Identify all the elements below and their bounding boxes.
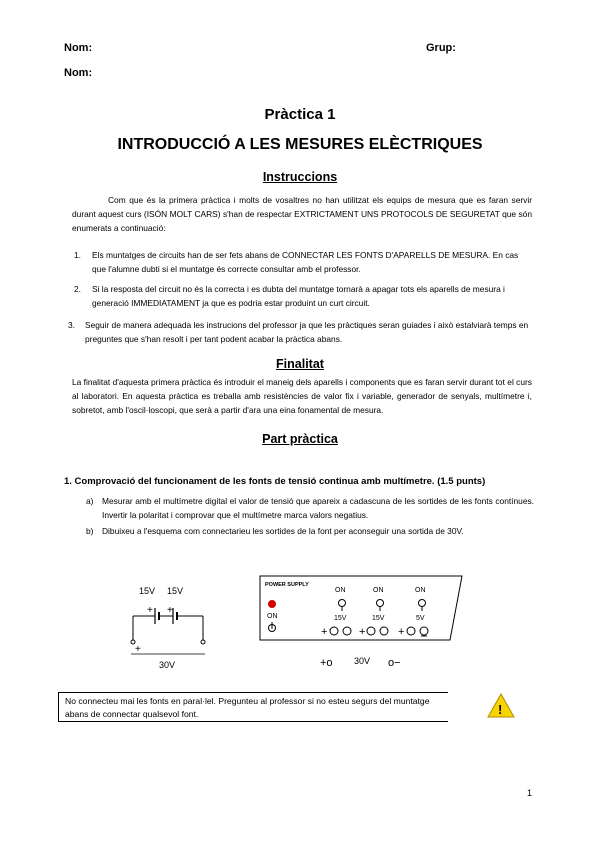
battery-plus-1: + bbox=[147, 605, 153, 616]
warning-box bbox=[58, 692, 448, 722]
schematic-plus: + bbox=[135, 644, 141, 655]
exercise-title: 1. Comprovació del funcionament de les fonts de tensió continua amb multímetre. (1.5 punts) bbox=[64, 476, 486, 487]
instruction-item-2 bbox=[74, 282, 534, 310]
instructions-heading: Instruccions bbox=[262, 170, 338, 184]
battery-voltage-1: 15V bbox=[139, 586, 156, 596]
instructions-intro: Com que és la primera pràctica i molts de vosaltres no han utilitzat els equips de mesura que es faran servir durant aquest curs (ISÓN MOLT CARS) s'han de respectar EXTRICTAMENT UNS PROTOCOLS DE SEGURETAT que són enumerats a continuació: bbox=[72, 195, 532, 233]
channel-1-voltage: 15V bbox=[334, 615, 347, 622]
terminal-plus: + bbox=[398, 626, 405, 638]
purpose-text: La finalitat d'aquesta primera pràctica és introduir el maneig dels aparells i components que es faran servir durant tot el curs al laboratori. En aquesta pràctica es treballa amb resistències de valor fix i variable, generador de senyals, multímetre i, sobretot, amb l'oscil·loscopi, que serà a partir d'ara una eina fonamental de mesura. bbox=[72, 377, 532, 415]
name-label-1: Nom: bbox=[64, 42, 93, 54]
name-label-2: Nom: bbox=[64, 67, 93, 79]
battery-plus-2: + bbox=[167, 605, 173, 616]
group-label: Grup: bbox=[426, 42, 456, 54]
instruction-item-1 bbox=[74, 248, 534, 276]
terminal-plus: + bbox=[321, 626, 328, 638]
schematic-total-voltage: 30V bbox=[159, 660, 176, 670]
warning-symbol: ! bbox=[498, 702, 503, 717]
exercise-item-b bbox=[86, 524, 546, 538]
list-number: 3. bbox=[68, 320, 75, 330]
list-text: Seguir de manera adequada les instrucions del professor ja que les pràctiques seran guiades i això estalviarà temps en preguntes que s'han resolt i per tant podent acabar la pràctica abans. bbox=[85, 320, 529, 344]
practical-heading: Part pràctica bbox=[262, 432, 338, 446]
power-supply-diagram bbox=[258, 572, 464, 676]
battery-schematic bbox=[115, 578, 225, 673]
instruction-item-3 bbox=[68, 318, 534, 346]
main-title: INTRODUCCIÓ A LES MESURES ELÈCTRIQUES bbox=[117, 136, 483, 153]
exercise-item-a bbox=[86, 494, 534, 522]
list-label: a) bbox=[86, 496, 94, 506]
channel-3-on-label: ON bbox=[415, 587, 426, 594]
list-text: Dibuixeu a l'esquema com connectarieu les sortides de la font per aconseguir una sortida de 30V. bbox=[102, 526, 464, 536]
list-text: Mesurar amb el multímetre digital el valor de tensió que apareix a cadascuna de les sortides de les fonts contínues. Invertir la polaritat i comprovar que el multímetre marca valors negatius. bbox=[102, 496, 534, 520]
terminal-plus: + bbox=[359, 626, 366, 638]
power-led-indicator bbox=[268, 600, 276, 608]
power-on-label: ON bbox=[267, 613, 278, 620]
channel-3-voltage: 5V bbox=[416, 615, 425, 622]
list-label: b) bbox=[86, 526, 94, 536]
power-supply-title: POWER SUPPLY bbox=[265, 582, 309, 588]
output-voltage: 30V bbox=[354, 656, 371, 666]
purpose-heading: Finalitat bbox=[276, 357, 324, 371]
channel-1-on-label: ON bbox=[335, 587, 346, 594]
list-text: Els muntatges de circuits han de ser fets abans de CONNECTAR LES FONTS D'APARELLS DE MESURA. En cas que l'alumne dubti si el muntatge és correcte consultar amb el professor. bbox=[92, 250, 519, 274]
list-number: 2. bbox=[74, 284, 81, 294]
output-plus-terminal: +o bbox=[320, 657, 333, 669]
warning-text: No connecteu mai les fonts en paral·lel. Pregunteu al professor si no esteu segurs del muntatge abans de connectar qualsevol font. bbox=[65, 696, 430, 719]
channel-2-on-label: ON bbox=[373, 587, 384, 594]
warning-triangle-icon bbox=[486, 692, 516, 720]
practice-title: Pràctica 1 bbox=[264, 106, 336, 123]
battery-voltage-2: 15V bbox=[167, 586, 184, 596]
list-text: Si la resposta del circuit no és la correcta i es dubta del muntatge tornarà a apagar tots els aparells de mesura i generació IMMEDIATAMENT ja que es podria estar produint un curt circuit. bbox=[92, 284, 505, 308]
output-minus-terminal: o− bbox=[388, 657, 401, 669]
channel-2-voltage: 15V bbox=[372, 615, 385, 622]
list-number: 1. bbox=[74, 250, 81, 260]
page-number: 1 bbox=[527, 788, 533, 798]
